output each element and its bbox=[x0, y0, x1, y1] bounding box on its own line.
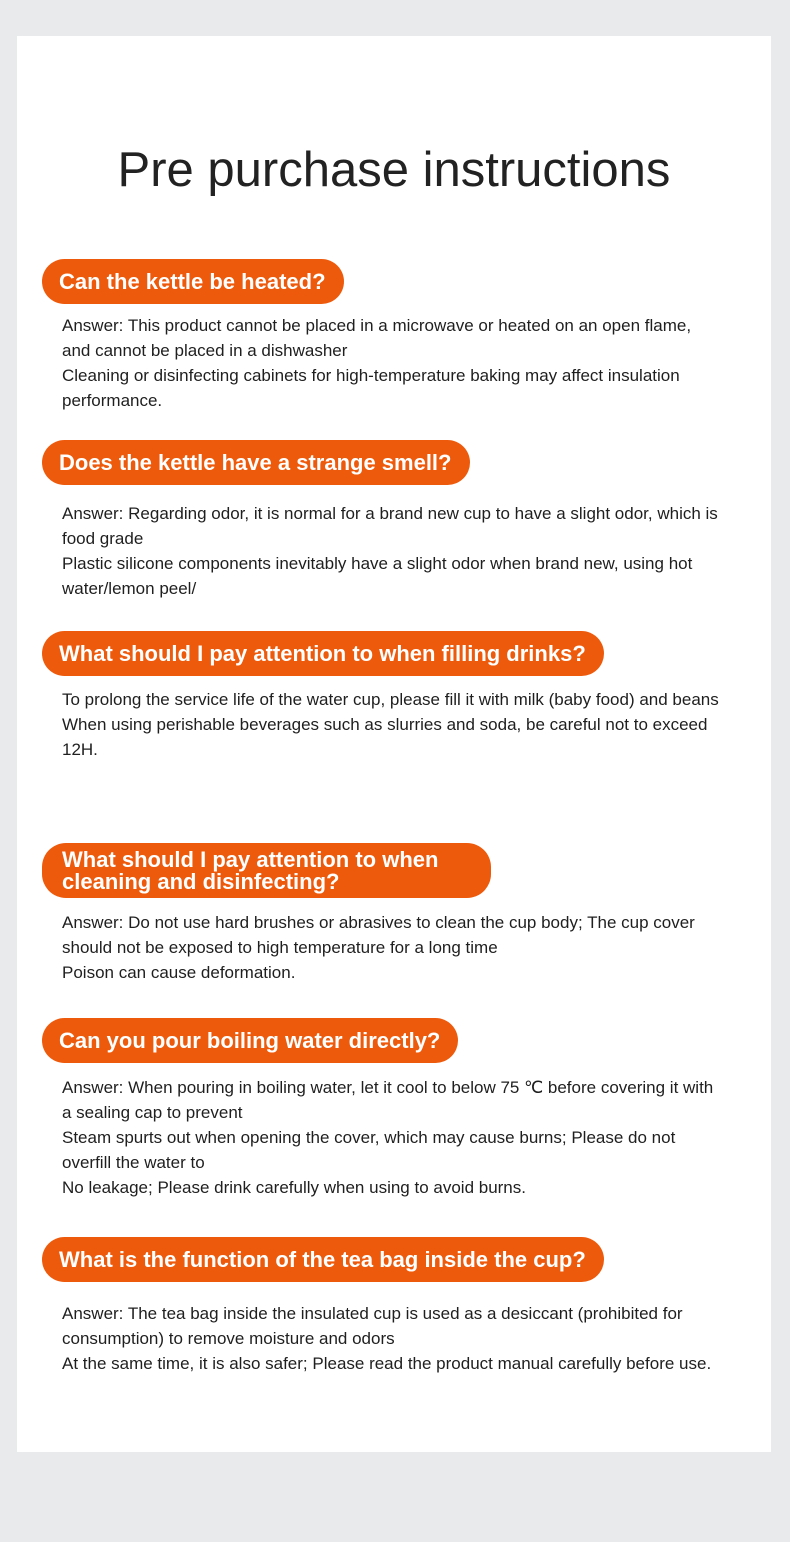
answer-line: Answer: This product cannot be placed in a microwave or heated on an open flame, and cannot be placed in a dishwasher bbox=[62, 316, 692, 360]
question-pill-heated: Can the kettle be heated? bbox=[42, 259, 344, 304]
answer-line: Cleaning or disinfecting cabinets for high-temperature baking may affect insulation performance. bbox=[62, 366, 680, 410]
question-pill-boiling: Can you pour boiling water directly? bbox=[42, 1018, 458, 1063]
answer-heated bbox=[62, 313, 722, 413]
question-pill-cleaning: What should I pay attention to when cleaning and disinfecting? bbox=[42, 843, 491, 898]
answer-line: Answer: The tea bag inside the insulated cup is used as a desiccant (prohibited for consumption) to remove moisture and odors bbox=[62, 1304, 683, 1348]
question-pill-tea-bag: What is the function of the tea bag inside the cup? bbox=[42, 1237, 604, 1282]
answer-smell bbox=[62, 501, 722, 601]
answer-boiling bbox=[62, 1075, 722, 1200]
page-title: Pre purchase instructions bbox=[117, 143, 671, 197]
answer-cleaning bbox=[62, 910, 722, 985]
answer-line: At the same time, it is also safer; Please read the product manual carefully before use. bbox=[62, 1354, 712, 1373]
answer-line: Poison can cause deformation. bbox=[62, 963, 296, 982]
content-card bbox=[17, 36, 771, 1452]
question-pill-filling: What should I pay attention to when filling drinks? bbox=[42, 631, 604, 676]
answer-filling bbox=[62, 687, 722, 762]
answer-line: Answer: Regarding odor, it is normal for a brand new cup to have a slight odor, which is food grade bbox=[62, 504, 718, 548]
answer-line: When using perishable beverages such as slurries and soda, be careful not to exceed 12H. bbox=[62, 715, 708, 759]
answer-line: No leakage; Please drink carefully when using to avoid burns. bbox=[62, 1178, 526, 1197]
answer-line: Plastic silicone components inevitably have a slight odor when brand new, using hot water/lemon peel/ bbox=[62, 554, 693, 598]
answer-tea-bag bbox=[62, 1301, 722, 1376]
answer-line: To prolong the service life of the water cup, please fill it with milk (baby food) and beans bbox=[62, 690, 719, 709]
answer-line: Steam spurts out when opening the cover, which may cause burns; Please do not overfill the water to bbox=[62, 1128, 676, 1172]
answer-line: Answer: When pouring in boiling water, let it cool to below 75 ℃ before covering it with a sealing cap to prevent bbox=[62, 1078, 714, 1122]
question-pill-smell: Does the kettle have a strange smell? bbox=[42, 440, 470, 485]
answer-line: Answer: Do not use hard brushes or abrasives to clean the cup body; The cup cover should not be exposed to high temperature for a long time bbox=[62, 913, 695, 957]
